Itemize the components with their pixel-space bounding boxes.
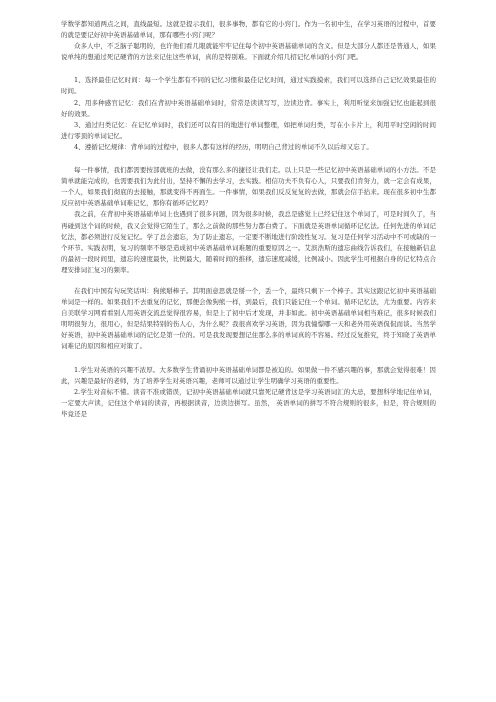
paragraph-intro: 学数学都知道两点之间，直线最短。这就是提示我们，很多事物，都有它的小窍门。作为一名初中生，在学习英语的过程中，首要的就是要记好初中英语基础单词，那有哪些小窍门呢？	[61, 20, 436, 40]
tip-item-1: 1、选择最佳记忆时间：每一个学生都有不同的记忆习惯和最佳记忆时间，通过实践摸索，我们可以选择自己记忆效果最佳的时间。	[61, 76, 436, 96]
tip-item-4: 4、遵循记忆规律：背单词的过程中，很多人都有这样的经历，明明自己背过的单词不久以后却又忘了。	[74, 142, 373, 151]
paragraph-memory-intro: 众多人中，不乏脑子聪明的，也许他们看几眼就能牢牢记住每个初中英语基础单词的含义。但是大部分人都还是普通人，如果说单纯的想通过死记硬背的方法来记住这些单词，真的是特别难。下面就介绍几招记忆单词的小窍门吧。	[61, 42, 436, 62]
reason-item-2: 2.学生对音标不懂。读音不准或错误，记初中英语基础单词就只靠死记硬背这是学习英语词汇的大忌，要想科学地记住单词，一定要大声读，记住这个单词的读音，再根据读音，边读边拼写。虽然， 英语单词的拼写不符合规则的很多，但是，符合规则的毕竟还是	[61, 387, 436, 418]
tip-item-3: 3、通过归类记忆：在记忆单词时，我们还可以有目的地进行单词整理，如把单词归类，写在小卡片上，利用平时空闲的时间进行零顶的单词记忆。	[61, 120, 436, 140]
tip-item-2: 2、用多种感官记忆：我们在背初中英语基础单词时，常常是读读写写，边读边背。事实上，利用听觉来加强记忆也能起到很好的效果。	[61, 98, 436, 118]
paragraph-bear-analogy: 在我们中国有句玩笑话叫：狗熊掰棒子。其明面意思就是掰一个，丢一个，最终只剩下一个棒子。其实这跟记忆初中英语基础单词是一样的。如果我们不去重复的记忆，那便会像狗熊一样，到最后，我们只能记住一个单词。循环记忆法，尤为重要。内容来自美联学习网看看别人用英语交流总觉得很容易，但是上了初中后才发现，并非如此。初中英语基础单词相当难记，很多时候我们明明很努力，很用心，但是结果特别的伤人心，为什么呢？我很喜欢学习英语，因为我憧憬哪一天和老外用英语侃侃而谈。当然学好英语，初中英语基础单词的记忆是第一位的。可是我发现要想记住那么多的单词真的不容易。经过反复推究，终于知晓了英语单词难记的原因和相应对策了。	[61, 286, 436, 351]
reason-item-1: 1.学生对英语的兴趣不浓厚。大多数学生背诵初中英语基础单词都是被迫的。如果做一件不感兴趣的事，那就会觉得很难！因此，兴趣是最好的老师，为了培养学生对英语兴趣，老师可以通过让学生明确学习英语的重要性。	[61, 365, 436, 385]
paragraph-persistence: 每一件事情，我们都需要按部就班的去做，没有那么多的捷径让我们走。以上只是一些记忆初中英语基础单词的小方法。不是简单就能完成的，也需要我们为此付出，坚持不懈的去学习，去实践。相信功夫不负有心人，只要我们肯努力，就一定会有成果，一个人，如果我们彻底的去接触，那就变得不再面生。一件事情，如果我们反反复复的去做，那就会信手拈来。现在很多初中生都反应初中英语基础单词难记忆，那你有循环记忆吗？	[61, 166, 436, 208]
paragraph-cyclic-memory: 我之前，在背初中英语基础单词上也遇到了很多问题，因为很多时候，我总是感觉上已经记住这个单词了，可是时间久了，当再碰到这个词的时候，我又会觉得它陌生了，那么之前做的那些努力都白费了。下面就是英语单词循环记忆法。任何先进的单词记忆法，都必须进行反复记忆。学了总会遗忘，为了防止遗忘，一定要不断地进行阶段性复习。复习是任何学习活动中不可或缺的一个环节。实践表明，复习的频率不够是造成初中英语基础单词难题的重要原因之一。艾滨浩斯的遗忘曲线告诉我们，在接触新信息的最初一段时间里，遗忘的速度最快，比例最大，随着时间的推移，遗忘速度减缓，比例减小。因此学生可根据自身的记忆特点合理安排词汇复习的频率。	[61, 210, 436, 274]
